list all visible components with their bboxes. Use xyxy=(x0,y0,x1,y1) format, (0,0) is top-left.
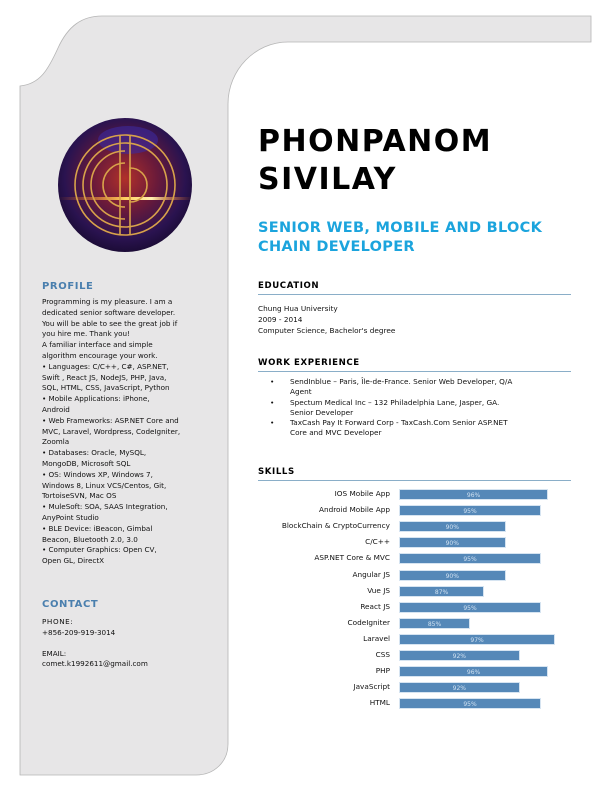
profile-line: • OS: Windows XP, Windows 7, xyxy=(42,469,153,479)
skill-row xyxy=(258,584,578,600)
profile-line: Zoomla xyxy=(42,437,70,447)
work-item xyxy=(270,418,575,439)
work-item-line: SendInblue – Paris, Île-de-France. Senior Web Developer, Q/A xyxy=(290,377,513,386)
education-entry xyxy=(258,304,395,336)
skill-row xyxy=(258,503,578,519)
skill-percent: 96% xyxy=(466,669,481,677)
profile-line: dedicated senior software developer. xyxy=(42,307,176,317)
skill-row xyxy=(258,616,578,632)
profile-line: • Web Frameworks: ASP.NET Core and xyxy=(42,415,179,425)
work-item-line: Core and MVC Developer xyxy=(290,428,382,438)
skill-label: CSS xyxy=(375,650,390,659)
skill-bar xyxy=(399,489,548,500)
skill-percent: 95% xyxy=(463,508,477,516)
skill-percent: 90% xyxy=(445,524,459,532)
work-item-line: Senior Developer xyxy=(290,407,354,417)
skill-percent: 92% xyxy=(452,653,467,660)
skill-bar xyxy=(399,682,520,693)
skill-bar xyxy=(399,521,506,532)
phone-value: +856-209-919-3014 xyxy=(42,627,116,637)
skill-bar xyxy=(399,666,548,677)
profile-line: • Mobile Applications: iPhone, xyxy=(42,394,150,404)
skill-row xyxy=(258,696,578,712)
skill-percent: 92% xyxy=(452,685,467,693)
profile-line: Swift , React JS, NodeJS, PHP, Java, xyxy=(42,372,167,382)
profile-line: AnyPoint Studio xyxy=(42,512,99,522)
skill-label: BlockChain & CryptoCurrency xyxy=(281,521,390,531)
skill-label: Laravel xyxy=(363,633,390,643)
skill-row xyxy=(258,632,578,648)
profile-line: • MuleSoft: SOA, SAAS Integration, xyxy=(42,502,168,512)
skill-percent: 87% xyxy=(434,588,449,596)
profile-line: Beacon, Bluetooth 2.0, 3.0 xyxy=(42,534,138,544)
profile-line: A familiar interface and simple xyxy=(42,340,153,350)
work-item-line: TaxCash Pay It Forward Corp - TaxCash.Com Senior ASP.NET xyxy=(290,418,508,428)
avatar xyxy=(58,118,192,252)
skill-percent: 95% xyxy=(463,604,477,612)
skill-row xyxy=(258,664,578,680)
profile-line: • Languages: C/C++, C#, ASP.NET, xyxy=(42,361,169,371)
skill-row xyxy=(258,680,578,696)
work-item xyxy=(270,398,575,419)
profile-line: MongoDB, Microsoft SQL xyxy=(42,458,131,468)
skill-percent: 95% xyxy=(463,701,477,709)
skill-row xyxy=(258,568,578,584)
skill-percent: 90% xyxy=(445,572,459,580)
skill-percent: 90% xyxy=(445,540,459,548)
bullet-icon: • xyxy=(270,418,275,428)
skill-bar xyxy=(399,570,506,581)
profile-line: MVC, Laravel, Wordpress, CodeIgniter, xyxy=(42,426,181,436)
profile-line: • Computer Graphics: Open CV, xyxy=(42,545,157,555)
skill-bar xyxy=(399,634,555,645)
skill-label: Android Mobile App xyxy=(318,505,390,515)
email-value[interactable]: comet.k1992611@gmail.com xyxy=(42,659,148,669)
work-heading: WORK EXPERIENCE xyxy=(258,358,571,372)
skill-row xyxy=(258,487,578,503)
skill-row xyxy=(258,535,578,551)
name-last: SIVILAY xyxy=(258,162,397,197)
profile-line: Programming is my pleasure. I am a xyxy=(42,297,173,306)
skill-bar xyxy=(399,553,541,564)
work-item-line: Agent xyxy=(290,387,312,397)
work-item xyxy=(270,377,575,398)
work-list xyxy=(270,377,575,439)
skill-percent: 97% xyxy=(470,636,484,644)
candidate-name xyxy=(258,123,588,199)
skill-bar xyxy=(399,698,541,709)
skill-percent: 85% xyxy=(427,620,442,628)
job-title-line1: SENIOR WEB, MOBILE AND BLOCK xyxy=(258,220,543,236)
skill-percent: 95% xyxy=(463,556,477,564)
name-first: PHONPANOM xyxy=(258,124,493,159)
school-years: 2009 - 2014 xyxy=(258,314,303,324)
bullet-icon: • xyxy=(270,377,275,386)
skill-bar xyxy=(399,537,506,548)
skill-percent: 96% xyxy=(466,492,481,499)
profile-text xyxy=(42,297,222,567)
skill-label: C/C++ xyxy=(365,537,390,547)
school-name: Chung Hua University xyxy=(258,304,338,313)
job-title xyxy=(258,219,588,257)
phone-label: PHONE: xyxy=(42,617,74,626)
logo-circle-icon xyxy=(58,118,192,252)
skill-row xyxy=(258,551,578,567)
profile-line: SQL, HTML, CSS, JavaScript, Python xyxy=(42,383,170,393)
skill-label: ASP.NET Core & MVC xyxy=(314,553,390,563)
skill-bar xyxy=(399,505,541,516)
profile-line: algorithm encourage your work. xyxy=(42,350,158,360)
skill-label: HTML xyxy=(369,698,390,708)
skill-bar xyxy=(399,586,484,597)
email-label: EMAIL: xyxy=(42,648,67,658)
profile-line: • Databases: Oracle, MySQL, xyxy=(42,448,147,458)
profile-line: you hire me. Thank you! xyxy=(42,329,130,339)
work-item-line: Spectum Medical Inc – 132 Philadelphia Lane, Jasper, GA. xyxy=(290,397,500,407)
skill-label: Vue JS xyxy=(367,585,390,595)
contact-heading: CONTACT xyxy=(42,599,99,610)
job-title-line2: CHAIN DEVELOPER xyxy=(258,239,415,255)
skills-heading: SKILLS xyxy=(258,467,571,481)
skill-row xyxy=(258,600,578,616)
profile-line: Android xyxy=(42,404,70,414)
profile-line: • BLE Device: iBeacon, Gimbal xyxy=(42,523,153,533)
skill-label: Angular JS xyxy=(352,569,390,579)
profile-line: You will be able to see the great job if xyxy=(42,318,178,328)
bullet-icon: • xyxy=(270,397,275,407)
skill-label: JavaScript xyxy=(353,682,390,692)
education-heading: EDUCATION xyxy=(258,281,571,295)
profile-line: Open GL, DirectX xyxy=(42,556,105,566)
skill-label: CodeIgniter xyxy=(347,617,390,627)
profile-heading: PROFILE xyxy=(42,281,94,292)
skill-label: IOS Mobile App xyxy=(334,489,390,498)
skill-label: PHP xyxy=(375,666,390,676)
skill-bar xyxy=(399,618,470,629)
skill-bar xyxy=(399,650,520,661)
skill-label: React JS xyxy=(360,601,390,611)
skill-row xyxy=(258,648,578,664)
skill-bar xyxy=(399,602,541,613)
contact-info xyxy=(42,617,222,670)
skill-row xyxy=(258,519,578,535)
degree: Computer Science, Bachelor's degree xyxy=(258,325,396,335)
profile-line: TortoiseSVN, Mac OS xyxy=(42,491,117,501)
profile-line: Windows 8, Linux VCS/Centos, Git, xyxy=(42,480,167,490)
